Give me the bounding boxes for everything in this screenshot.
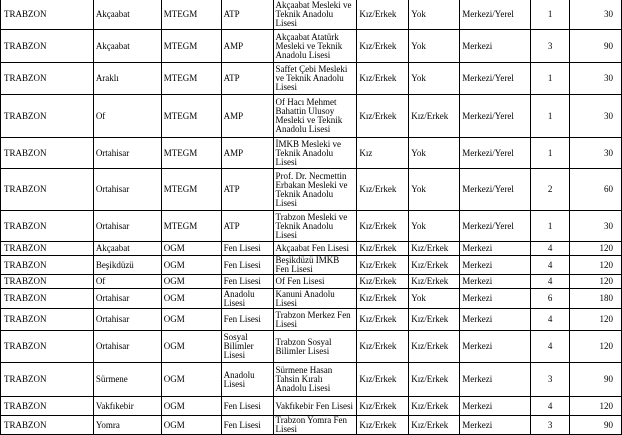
cell-dormitory: Yok (409, 0, 460, 30)
cell-teacher-count: 4 (531, 397, 570, 416)
table-row (1, 138, 622, 169)
cell-district: Beşikdüzü (93, 256, 161, 275)
cell-placement: Merkezi/Yerel (460, 211, 531, 242)
cell-placement: Merkezi/Yerel (460, 0, 531, 30)
cell-gender: Kız/Erkek (357, 331, 409, 363)
cell-province: TRABZON (1, 331, 94, 363)
cell-school-name: Saffet Çebi Mesleki ve Teknik Anadolu Lisesi (273, 63, 357, 95)
cell-placement: Merkezi (460, 275, 531, 289)
cell-directorate: OGM (161, 416, 221, 435)
cell-school-type: Fen Lisesi (221, 242, 273, 256)
cell-quota: 120 (570, 331, 622, 363)
cell-dormitory: Yok (409, 30, 460, 63)
cell-province: TRABZON (1, 0, 94, 30)
cell-placement: Merkezi (460, 397, 531, 416)
cell-quota: 30 (570, 211, 622, 242)
cell-dormitory: Kız/Erkek (409, 363, 460, 397)
cell-quota: 30 (570, 0, 622, 30)
cell-district: Akçaabat (93, 30, 161, 63)
cell-quota: 120 (570, 309, 622, 331)
cell-gender: Kız/Erkek (357, 309, 409, 331)
cell-dormitory: Kız/Erkek (409, 397, 460, 416)
cell-teacher-count: 1 (531, 95, 570, 138)
cell-teacher-count: 4 (531, 331, 570, 363)
cell-placement: Merkezi/Yerel (460, 63, 531, 95)
cell-school-type: ATP (221, 0, 273, 30)
cell-province: TRABZON (1, 242, 94, 256)
cell-school-name: Trabzon Merkez Fen Lisesi (273, 309, 357, 331)
cell-directorate: OGM (161, 397, 221, 416)
table-row (1, 309, 622, 331)
cell-district: Vakfıkebir (93, 397, 161, 416)
cell-teacher-count: 1 (531, 63, 570, 95)
cell-district: Ortahisar (93, 169, 161, 211)
cell-school-type: Anadolu Lisesi (221, 289, 273, 309)
cell-dormitory: Kız/Erkek (409, 95, 460, 138)
cell-gender: Kız/Erkek (357, 63, 409, 95)
cell-school-type: Fen Lisesi (221, 275, 273, 289)
cell-province: TRABZON (1, 95, 94, 138)
cell-province: TRABZON (1, 309, 94, 331)
cell-placement: Merkezi (460, 256, 531, 275)
cell-placement: Merkezi/Yerel (460, 169, 531, 211)
cell-district: Sürmene (93, 363, 161, 397)
cell-gender: Kız/Erkek (357, 363, 409, 397)
table-row (1, 275, 622, 289)
cell-school-type: Fen Lisesi (221, 397, 273, 416)
cell-quota: 30 (570, 63, 622, 95)
cell-gender: Kız/Erkek (357, 416, 409, 435)
cell-dormitory: Yok (409, 169, 460, 211)
cell-gender: Kız/Erkek (357, 30, 409, 63)
cell-teacher-count: 4 (531, 309, 570, 331)
cell-teacher-count: 3 (531, 30, 570, 63)
cell-quota: 30 (570, 95, 622, 138)
cell-school-name: Kanuni Anadolu Lisesi (273, 289, 357, 309)
cell-directorate: MTEGM (161, 95, 221, 138)
cell-teacher-count: 2 (531, 169, 570, 211)
cell-directorate: OGM (161, 242, 221, 256)
cell-district: Akçaabat (93, 0, 161, 30)
cell-dormitory: Kız/Erkek (409, 242, 460, 256)
cell-province: TRABZON (1, 211, 94, 242)
cell-dormitory: Kız/Erkek (409, 275, 460, 289)
cell-school-type: Fen Lisesi (221, 416, 273, 435)
cell-province: TRABZON (1, 63, 94, 95)
cell-district: Ortahisar (93, 309, 161, 331)
cell-dormitory: Kız/Erkek (409, 256, 460, 275)
cell-province: TRABZON (1, 138, 94, 169)
cell-gender: Kız/Erkek (357, 397, 409, 416)
cell-placement: Merkezi (460, 331, 531, 363)
cell-directorate: MTEGM (161, 63, 221, 95)
cell-school-name: Trabzon Sosyal Bilimler Lisesi (273, 331, 357, 363)
cell-quota: 120 (570, 275, 622, 289)
cell-school-name: İMKB Mesleki ve Teknik Anadolu Lisesi (273, 138, 357, 169)
cell-school-type: Fen Lisesi (221, 309, 273, 331)
cell-gender: Kız/Erkek (357, 275, 409, 289)
cell-province: TRABZON (1, 30, 94, 63)
cell-teacher-count: 1 (531, 0, 570, 30)
cell-directorate: OGM (161, 275, 221, 289)
cell-district: Ortahisar (93, 331, 161, 363)
cell-school-name: Of Hacı Mehmet Bahattin Ulusoy Mesleki ve Teknik Anadolu Lisesi (273, 95, 357, 138)
cell-gender: Kız/Erkek (357, 95, 409, 138)
cell-teacher-count: 4 (531, 242, 570, 256)
table-row (1, 169, 622, 211)
cell-directorate: MTEGM (161, 30, 221, 63)
table-row (1, 63, 622, 95)
cell-quota: 30 (570, 138, 622, 169)
cell-province: TRABZON (1, 363, 94, 397)
cell-gender: Kız/Erkek (357, 242, 409, 256)
cell-teacher-count: 1 (531, 211, 570, 242)
cell-district: Ortahisar (93, 289, 161, 309)
cell-province: TRABZON (1, 289, 94, 309)
cell-school-name: Akçaabat Mesleki ve Teknik Anadolu Lisesi (273, 0, 357, 30)
cell-gender: Kız/Erkek (357, 256, 409, 275)
table-row (1, 289, 622, 309)
cell-school-type: ATP (221, 211, 273, 242)
cell-school-type: AMP (221, 30, 273, 63)
cell-quota: 180 (570, 289, 622, 309)
cell-school-name: Akçaabat Atatürk Mesleki ve Teknik Anadolu Lisesi (273, 30, 357, 63)
table-row (1, 331, 622, 363)
cell-school-type: ATP (221, 169, 273, 211)
cell-quota: 90 (570, 30, 622, 63)
cell-district: Ortahisar (93, 138, 161, 169)
cell-district: Of (93, 95, 161, 138)
cell-placement: Merkezi (460, 289, 531, 309)
cell-school-type: Fen Lisesi (221, 256, 273, 275)
cell-dormitory: Yok (409, 289, 460, 309)
table-body (1, 0, 622, 435)
cell-province: TRABZON (1, 256, 94, 275)
cell-school-type: AMP (221, 138, 273, 169)
cell-directorate: OGM (161, 363, 221, 397)
cell-placement: Merkezi (460, 242, 531, 256)
table-row (1, 242, 622, 256)
cell-district: Yomra (93, 416, 161, 435)
cell-district: Araklı (93, 63, 161, 95)
cell-teacher-count: 6 (531, 289, 570, 309)
cell-district: Ortahisar (93, 211, 161, 242)
cell-district: Of (93, 275, 161, 289)
cell-quota: 120 (570, 256, 622, 275)
cell-gender: Kız/Erkek (357, 0, 409, 30)
cell-school-name: Prof. Dr. Necmettin Erbakan Mesleki ve Teknik Anadolu Lisesi (273, 169, 357, 211)
cell-directorate: MTEGM (161, 211, 221, 242)
table-row (1, 95, 622, 138)
table-row (1, 211, 622, 242)
cell-directorate: OGM (161, 256, 221, 275)
cell-placement: Merkezi/Yerel (460, 138, 531, 169)
cell-placement: Merkezi (460, 309, 531, 331)
cell-school-name: Akçaabat Fen Lisesi (273, 242, 357, 256)
cell-quota: 60 (570, 169, 622, 211)
cell-province: TRABZON (1, 416, 94, 435)
table-row (1, 30, 622, 63)
table-row (1, 0, 622, 30)
cell-teacher-count: 3 (531, 416, 570, 435)
cell-directorate: MTEGM (161, 0, 221, 30)
cell-school-name: Trabzon Yomra Fen Lisesi (273, 416, 357, 435)
cell-dormitory: Yok (409, 63, 460, 95)
table-row (1, 363, 622, 397)
cell-province: TRABZON (1, 275, 94, 289)
cell-directorate: OGM (161, 331, 221, 363)
cell-dormitory: Yok (409, 211, 460, 242)
cell-school-name: Beşikdüzü İMKB Fen Lisesi (273, 256, 357, 275)
cell-school-type: Sosyal Bilimler Lisesi (221, 331, 273, 363)
cell-school-type: AMP (221, 95, 273, 138)
cell-placement: Merkezi (460, 30, 531, 63)
cell-school-type: ATP (221, 63, 273, 95)
cell-teacher-count: 1 (531, 138, 570, 169)
cell-directorate: OGM (161, 289, 221, 309)
cell-quota: 90 (570, 416, 622, 435)
cell-teacher-count: 4 (531, 275, 570, 289)
cell-school-name: Trabzon Mesleki ve Teknik Anadolu Lisesi (273, 211, 357, 242)
cell-dormitory: Kız/Erkek (409, 416, 460, 435)
table-row (1, 416, 622, 435)
cell-gender: Kız/Erkek (357, 289, 409, 309)
cell-school-type: Anadolu Lisesi (221, 363, 273, 397)
cell-placement: Merkezi (460, 416, 531, 435)
table-row (1, 256, 622, 275)
cell-teacher-count: 3 (531, 363, 570, 397)
cell-quota: 90 (570, 363, 622, 397)
cell-dormitory: Yok (409, 138, 460, 169)
cell-school-name: Of Fen Lisesi (273, 275, 357, 289)
cell-placement: Merkezi (460, 363, 531, 397)
cell-teacher-count: 4 (531, 256, 570, 275)
cell-dormitory: Kız/Erkek (409, 331, 460, 363)
cell-dormitory: Kız/Erkek (409, 309, 460, 331)
table-row (1, 397, 622, 416)
cell-directorate: OGM (161, 309, 221, 331)
cell-directorate: MTEGM (161, 138, 221, 169)
cell-province: TRABZON (1, 397, 94, 416)
cell-province: TRABZON (1, 169, 94, 211)
cell-gender: Kız/Erkek (357, 211, 409, 242)
cell-quota: 120 (570, 397, 622, 416)
cell-directorate: MTEGM (161, 169, 221, 211)
cell-quota: 120 (570, 242, 622, 256)
cell-school-name: Sürmene Hasan Tahsin Kıralı Anadolu Lisesi (273, 363, 357, 397)
cell-placement: Merkezi/Yerel (460, 95, 531, 138)
cell-school-name: Vakfıkebir Fen Lisesi (273, 397, 357, 416)
cell-district: Akçaabat (93, 242, 161, 256)
cell-gender: Kız/Erkek (357, 169, 409, 211)
cell-gender: Kız (357, 138, 409, 169)
